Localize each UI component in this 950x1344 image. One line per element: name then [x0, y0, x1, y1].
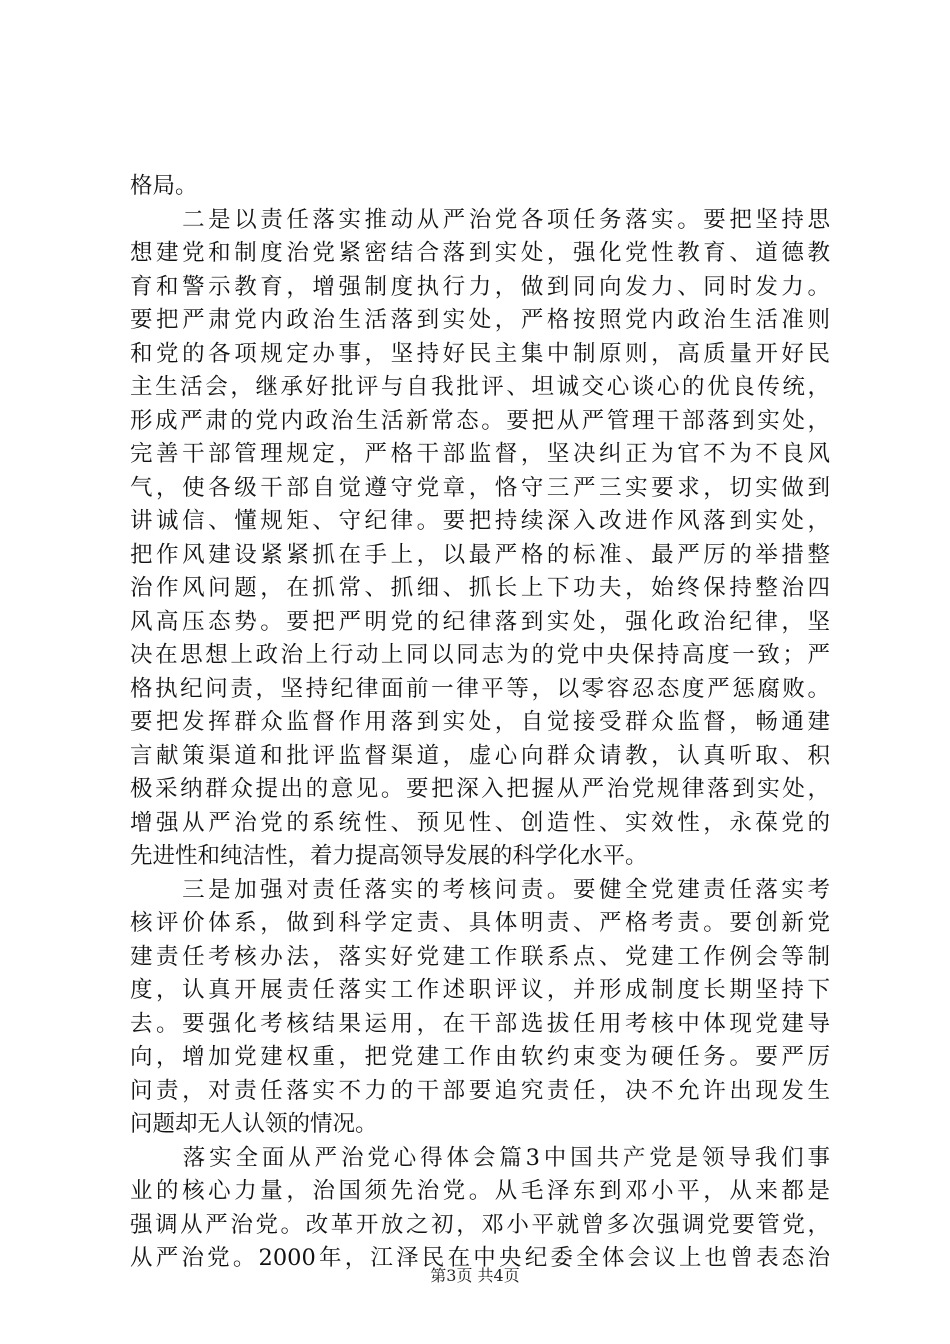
text-line: 形成严肃的党内政治生活新常态。要把从严管理干部落到实处，: [130, 407, 830, 434]
text-line: 落实全面从严治党心得体会篇3中国共产党是领导我们事: [130, 1144, 830, 1171]
text-line: 主生活会，继承好批评与自我批评、坦诚交心谈心的优良传统，: [130, 374, 830, 400]
text-line: 育和警示教育，增强制度执行力，做到同向发力、同时发力。: [130, 273, 830, 300]
text-line: 完善干部管理规定，严格干部监督，坚决纠正为官不为不良风: [130, 441, 830, 467]
text-line: 决在思想上政治上行动上同以同志为的党中央保持高度一致；严: [130, 642, 830, 668]
text-line: 增强从严治党的系统性、预见性、创造性、实效性，永葆党的: [130, 809, 830, 836]
text-line: 要把发挥群众监督作用落到实处，自觉接受群众监督，畅通建: [130, 709, 830, 735]
text-line: 业的核心力量，治国须先治党。从毛泽东到邓小平，从来都是: [130, 1178, 830, 1204]
text-line: 建责任考核办法，落实好党建工作联系点、党建工作例会等制: [130, 943, 830, 970]
text-line: 极采纳群众提出的意见。要把深入把握从严治党规律落到实处，: [130, 776, 830, 802]
text-line: 强调从严治党。改革开放之初，邓小平就曾多次强调党要管党，: [130, 1211, 830, 1238]
text-line: 想建党和制度治党紧密结合落到实处，强化党性教育、道德教: [130, 240, 830, 266]
text-line: 和党的各项规定办事，坚持好民主集中制原则，高质量开好民: [130, 340, 830, 367]
text-line: 向，增加党建权重，把党建工作由软约束变为硬任务。要严厉: [130, 1044, 830, 1070]
text-line: 言献策渠道和批评监督渠道，虚心向群众请教，认真听取、积: [130, 742, 830, 769]
text-line: 问责，对责任落实不力的干部要追究责任，决不允许出现发生: [130, 1077, 830, 1104]
text-line: 格局。: [130, 173, 198, 199]
page-number-footer: 第3页 共4页: [430, 1266, 520, 1285]
text-line: 气，使各级干部自觉遵守党章，恪守三严三实要求，切实做到: [130, 474, 830, 501]
text-line: 二是以责任落实推动从严治党各项任务落实。要把坚持思: [130, 206, 830, 233]
text-line: 先进性和纯洁性，着力提高领导发展的科学化水平。: [130, 843, 648, 869]
text-line: 要把严肃党内政治生活落到实处，严格按照党内政治生活准则: [130, 307, 830, 333]
text-line: 把作风建设紧紧抓在手上，以最严格的标准、最严厉的举措整: [130, 541, 830, 568]
text-line: 问题却无人认领的情况。: [130, 1111, 378, 1137]
text-line: 治作风问题，在抓常、抓细、抓长上下功夫，始终保持整治四: [130, 575, 830, 601]
text-line: 格执纪问责，坚持纪律面前一律平等，以零容忍态度严惩腐败。: [130, 675, 830, 702]
text-line: 去。要强化考核结果运用，在干部选拔任用考核中体现党建导: [130, 1010, 830, 1037]
text-line: 度，认真开展责任落实工作述职评议，并形成制度长期坚持下: [130, 977, 830, 1003]
text-line: 风高压态势。要把严明党的纪律落到实处，强化政治纪律，坚: [130, 608, 830, 635]
text-line: 核评价体系，做到科学定责、具体明责、严格考责。要创新党: [130, 910, 830, 936]
text-line: 三是加强对责任落实的考核问责。要健全党建责任落实考: [130, 876, 830, 903]
body-text: [130, 170, 830, 1276]
text-line: 从严治党。2000年，江泽民在中央纪委全体会议上也曾表态治: [130, 1245, 830, 1271]
text-line: 讲诚信、懂规矩、守纪律。要把持续深入改进作风落到实处，: [130, 508, 830, 534]
